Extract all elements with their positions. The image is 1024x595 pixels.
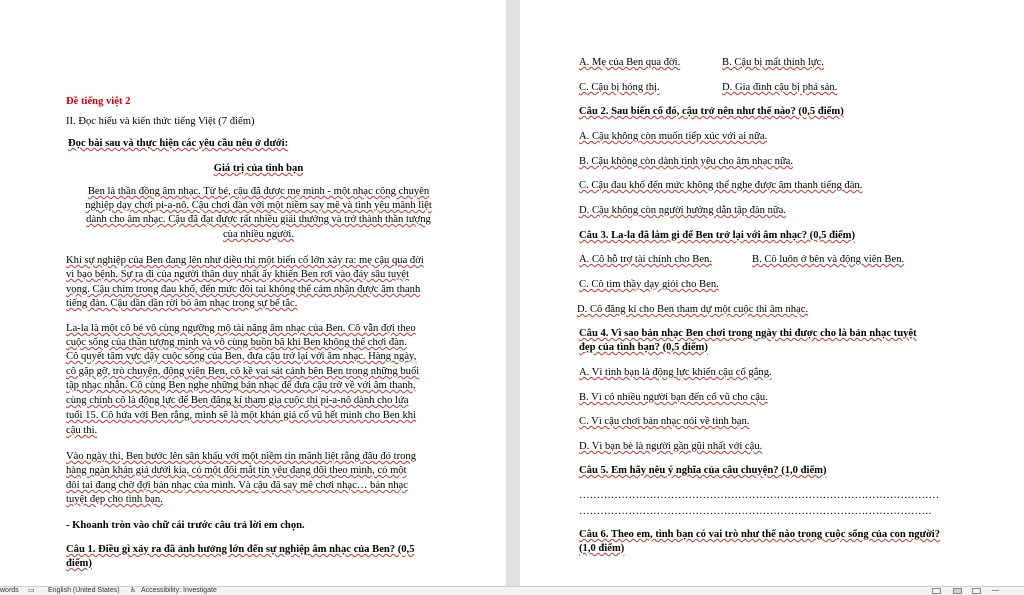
answer-line-1: ………………………………………………………………………………………… — [579, 490, 940, 501]
p3-line: tuổi 15. Cô hứa với Ben rằng, mình sẽ là một khán giả cổ vũ hết mình cho Ben khi — [66, 410, 416, 421]
print-layout-icon[interactable] — [953, 588, 962, 594]
p4-line: đôi tai đang chờ đợi bản nhạc của mình. Và cậu đã say mê chơi nhạc… bản nhạc — [66, 480, 408, 491]
q4-option-b: B. Vì có nhiều người bạn đến cổ vũ cho cậu. — [579, 392, 768, 403]
q1-option-c: C. Cậu bị hỏng thị. — [579, 82, 660, 93]
zoom-slider[interactable]: — — [992, 587, 999, 594]
p3-line: Cô quyết tâm vực dậy cuộc sống của Ben, đưa cậu trở lại với âm nhạc. Hàng ngày, — [66, 351, 417, 362]
question-6: Câu 6. Theo em, tình bạn có vai trò như thế nào trong cuộc sống của con người? — [579, 529, 941, 540]
document-page-left[interactable] — [0, 0, 506, 586]
focus-mode-icon[interactable] — [932, 588, 941, 594]
p1-line: của nhiều người. — [222, 229, 295, 240]
task-instruction: - Khoanh tròn vào chữ cái trước câu trả lời em chọn. — [66, 520, 305, 531]
word-count[interactable]: words — [0, 587, 19, 594]
p2-line: vì bạo bệnh. Sự ra đi của người thân duy nhất ấy khiến Ben rơi vào đáy sâu tuyệt — [66, 269, 410, 280]
question-6-cont: (1,0 điểm) — [579, 543, 625, 554]
p3-line: cuộc sống của thần tượng mình và vô cùng buồn bã khi Ben không thể chơi đàn. — [66, 337, 407, 348]
instruction: Đọc bài sau và thực hiện các yêu cầu nêu ở dưới: — [68, 138, 289, 149]
q4-option-c: C. Vì cậu chơi bản nhạc nói về tình bạn. — [579, 416, 750, 427]
answer-line-2: ………………………………………………………………………………………. — [579, 506, 932, 517]
question-3: Câu 3. La-la đã làm gì để Ben trở lại với âm nhạc? (0,5 điểm) — [579, 230, 855, 241]
q2-option-a: A. Cậu không còn muốn tiếp xúc với ai nữa. — [579, 131, 768, 142]
accessibility-status[interactable]: Accessibility: Investigate — [141, 587, 217, 594]
q3-option-a: A. Cô hỗ trợ tài chính cho Ben. — [579, 254, 713, 265]
question-4: Câu 4. Vì sao bản nhạc Ben chơi trong ngày thi được cho là bản nhạc tuyệt — [579, 328, 917, 339]
p3-line: tập nhạc nhẫn. Cô cùng Ben nghe những bản nhạc để đưa cậu trở về với âm thanh, — [66, 380, 416, 391]
proofing-icon[interactable]: ▭ — [28, 587, 35, 594]
question-5: Câu 5. Em hãy nêu ý nghĩa của câu chuyện? (1,0 điểm) — [579, 465, 827, 476]
q2-option-d: D. Cậu không còn người hướng dẫn tập đàn nữa. — [579, 205, 787, 216]
q3-option-b: B. Cô luôn ở bên và động viên Ben. — [752, 254, 905, 265]
question-2: Câu 2. Sau biến cố đó, cậu trở nên như thế nào? (0,5 điểm) — [579, 106, 844, 117]
q1-option-b: B. Cậu bị mất thính lực. — [722, 57, 824, 68]
p2-line: vọng. Cậu chìm trong đau khổ, đến mức đôi tai không thể cảm nhận được âm thanh — [66, 284, 421, 295]
q4-option-a: A. Vì tình bạn là động lực khiến cậu cố gắng. — [579, 367, 772, 378]
heading: Đề tiếng việt 2 — [66, 96, 131, 107]
question-1-cont: điểm) — [66, 558, 92, 569]
p1-line: Ben là thần đồng âm nhạc. Từ bé, cậu đã được mẹ mình - một nhạc công chuyên — [87, 186, 430, 197]
p2-line: Khi sự nghiệp của Ben đang lên như diều thì một biến cố lớn xảy ra: mẹ cậu qua đời — [66, 255, 424, 266]
p1-line: nghiệp dạy chơi pi-a-nô. Cậu chơi đàn với một niềm say mê và tình yêu mãnh liệt — [85, 200, 432, 211]
p3-line: La-la là một cô bé vô cùng ngưỡng mộ tài năng âm nhạc của Ben. Cô vẫn đợi theo — [66, 323, 416, 334]
q3-option-c: C. Cô tìm thầy dạy giỏi cho Ben. — [579, 279, 719, 290]
story-title: Giá trị của tình bạn — [213, 163, 304, 174]
q2-option-c: C. Cậu đau khổ đến mức không thể nghe được âm thanh tiếng đàn. — [579, 180, 863, 191]
accessibility-icon: ♿ — [130, 587, 137, 594]
q3-option-d: D. Cô đăng kí cho Ben tham dự một cuộc thi âm nhạc. — [577, 304, 809, 315]
web-layout-icon[interactable] — [972, 588, 981, 594]
p2-line: tiếng đàn. Cậu dần dần rời bỏ âm nhạc trong sự bế tắc. — [66, 298, 298, 309]
q2-option-b: B. Cậu không còn dành tình yêu cho âm nhạc nữa. — [579, 156, 794, 167]
document-page-right[interactable] — [520, 0, 1024, 586]
p3-line: cùng chính cô là động lực để Ben đăng kí tham gia cuộc thi pi-a-nô dành cho lứa — [66, 395, 409, 406]
q1-option-a: A. Mẹ của Ben qua đời. — [579, 57, 681, 68]
q1-option-d: D. Gia đình cậu bị phá sản. — [722, 82, 838, 93]
question-1: Câu 1. Điều gì xảy ra đã ảnh hưởng lớn đến sự nghiệp âm nhạc của Ben? (0,5 — [66, 544, 415, 555]
p4-line: Vào ngày thi, Ben bước lên sân khấu với một niềm tin mãnh liệt rằng đâu đó trong — [66, 451, 416, 462]
q4-option-d: D. Vì bạn bè là người gần gũi nhất với cậu. — [579, 441, 763, 452]
question-4-cont: đẹp của tình bạn? (0,5 điểm) — [579, 342, 708, 353]
p3-line: cậu thi. — [66, 425, 98, 436]
p4-line: hàng ngàn khán giả dưới kia, có một đôi mắt tin yêu đang dõi theo mình, có một — [66, 465, 407, 476]
p4-line: tuyệt đẹp cho tình bạn. — [66, 494, 163, 505]
language-indicator[interactable]: English (United States) — [48, 587, 120, 594]
section-title: II. Đọc hiểu và kiến thức tiếng Việt (7 điểm) — [66, 116, 255, 127]
p1-line: dành cho âm nhạc. Cậu đã đạt được rất nhiều giải thưởng và trở thành thần tượng — [86, 214, 431, 225]
p3-line: cô gặp gỡ, trò chuyện, động viên Ben, cô kề vai sát cánh bên Ben trong những buổi — [66, 366, 420, 377]
page-gap — [506, 0, 520, 586]
